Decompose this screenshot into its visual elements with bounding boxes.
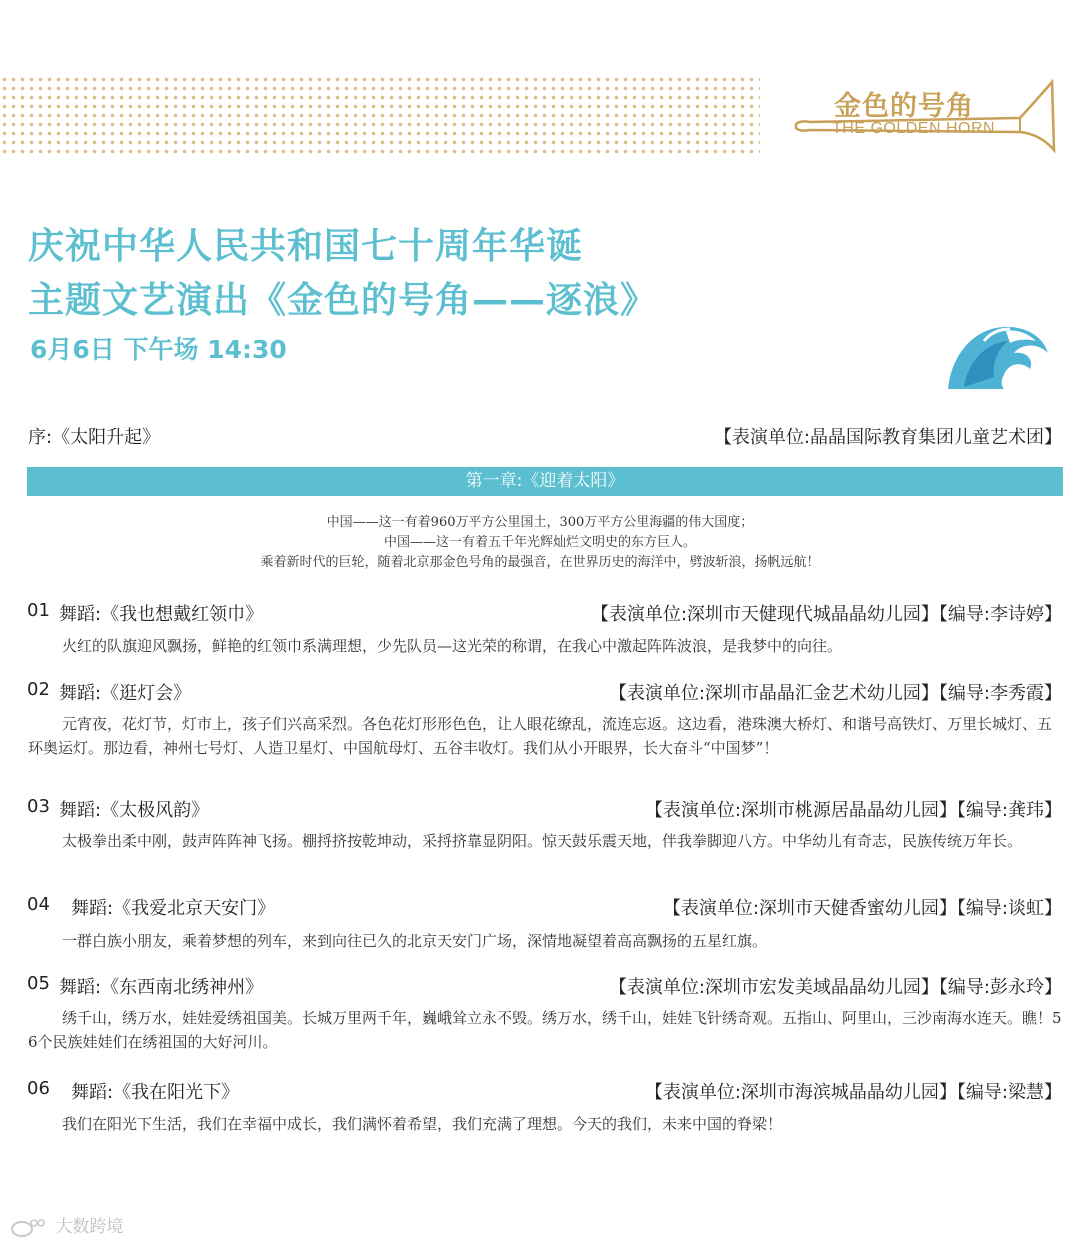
golden-horn-logo — [790, 76, 1060, 156]
item-credit: 【表演单位:深圳市宏发美域晶晶幼儿园】【编导:彭永玲】 — [608, 977, 1062, 998]
program-item-04-description: 一群白族小朋友，乘着梦想的列车，来到向往已久的北京天安门广场，深情地凝望着高高飘扬的五星红旗。 — [62, 932, 768, 950]
program-item-01-header — [27, 600, 1062, 626]
watermark-text: 大数跨境 — [55, 1217, 124, 1237]
item-number: 05 — [27, 973, 50, 994]
weibo-icon — [10, 1217, 46, 1237]
item-credit: 【表演单位:深圳市海滨城晶晶幼儿园】【编导:梁慧】 — [644, 1082, 1062, 1103]
program-item-06-header — [27, 1078, 1062, 1104]
item-credit: 【表演单位:深圳市天健现代城晶晶幼儿园】【编导:李诗婷】 — [590, 604, 1062, 625]
prelude-name: 序:《太阳升起》 — [28, 427, 161, 448]
item-name: 舞蹈:《太极风韵》 — [59, 800, 210, 821]
program-item-05-header — [27, 973, 1062, 999]
program-item-02-header — [27, 679, 1062, 705]
item-name: 舞蹈:《我在阳光下》 — [71, 1082, 240, 1103]
item-name: 舞蹈:《我爱北京天安门》 — [71, 898, 276, 919]
prelude-credit: 【表演单位:晶晶国际教育集团儿童艺术团】 — [713, 427, 1062, 448]
item-number: 03 — [27, 796, 50, 817]
item-name: 舞蹈:《我也想戴红领巾》 — [59, 604, 264, 625]
program-item-04-header — [27, 894, 1062, 920]
item-number: 04 — [27, 894, 50, 915]
chapter-heading: 第一章:《迎着太阳》 — [27, 467, 1063, 496]
intro-line: 中国——这一有着960万平方公里国土，300万平方公里海疆的伟大国度； — [326, 515, 754, 530]
event-title-line-1: 庆祝中华人民共和国七十周年华诞 — [28, 226, 584, 267]
program-item-03-description: 太极拳出柔中刚，鼓声阵阵神飞扬。棚捋挤按乾坤动，采捋挤靠显阴阳。惊天鼓乐震天地，伴我拳脚迎八方。中华幼儿有奇志，民族传统万年长。 — [62, 832, 1023, 850]
event-date-time: 6月6日 下午场 14:30 — [30, 335, 287, 364]
intro-line: 乘着新时代的巨轮，随着北京那金色号角的最强音，在世界历史的海洋中，劈波斩浪，扬帆远航！ — [260, 555, 820, 570]
program-item-02-description: 元宵夜，花灯节，灯市上，孩子们兴高采烈。各色花灯形形色色，让人眼花缭乱，流连忘返。这边看，港珠澳大桥灯、和谐号高铁灯、万里长城灯、五环奥运灯。那边看，神州七号灯、人造卫星灯、中国航母灯、五谷丰收灯。我们从小开眼界，长大奋斗“中国梦”！ — [28, 715, 1053, 757]
program-item-03-header — [27, 796, 1062, 822]
item-name: 舞蹈:《逛灯会》 — [59, 683, 192, 704]
program-item-06-description: 我们在阳光下生活，我们在幸福中成长，我们满怀着希望，我们充满了理想。今天的我们，未来中国的脊梁！ — [62, 1115, 783, 1133]
item-number: 06 — [27, 1078, 50, 1099]
prelude-row — [28, 423, 1062, 453]
intro-line: 中国——这一有着五千年光辉灿烂文明史的东方巨人。 — [383, 535, 696, 550]
event-title-line-2: 主题文艺演出《金色的号角——逐浪》 — [28, 280, 658, 321]
logo-english-text: THE GOLDEN HORN — [832, 120, 996, 137]
chapter-intro — [0, 513, 1080, 573]
item-number: 02 — [27, 679, 50, 700]
wave-icon — [944, 317, 1052, 393]
item-credit: 【表演单位:深圳市晶晶汇金艺术幼儿园】【编导:李秀霞】 — [608, 683, 1062, 704]
watermark — [10, 1212, 123, 1236]
item-credit: 【表演单位:深圳市桃源居晶晶幼儿园】【编导:龚玮】 — [644, 800, 1062, 821]
item-name: 舞蹈:《东西南北绣神州》 — [59, 977, 264, 998]
item-number: 01 — [27, 600, 50, 621]
item-credit: 【表演单位:深圳市天健香蜜幼儿园】【编导:谈虹】 — [662, 898, 1062, 919]
logo-chinese-text: 金色的号角 — [834, 91, 974, 122]
program-item-01-description: 火红的队旗迎风飘扬，鲜艳的红领巾系满理想，少先队员—这光荣的称谓，在我心中激起阵阵波浪，是我梦中的向往。 — [62, 637, 843, 655]
program-item-05-description: 绣千山，绣万水，娃娃爱绣祖国美。长城万里两千年，巍峨耸立永不毁。绣万水，绣千山，娃娃飞针绣奇观。五指山、阿里山，三沙南海水连天。瞧！56个民族娃娃们在绣祖国的大好河川。 — [28, 1009, 1062, 1051]
dot-pattern-banner — [0, 75, 760, 157]
